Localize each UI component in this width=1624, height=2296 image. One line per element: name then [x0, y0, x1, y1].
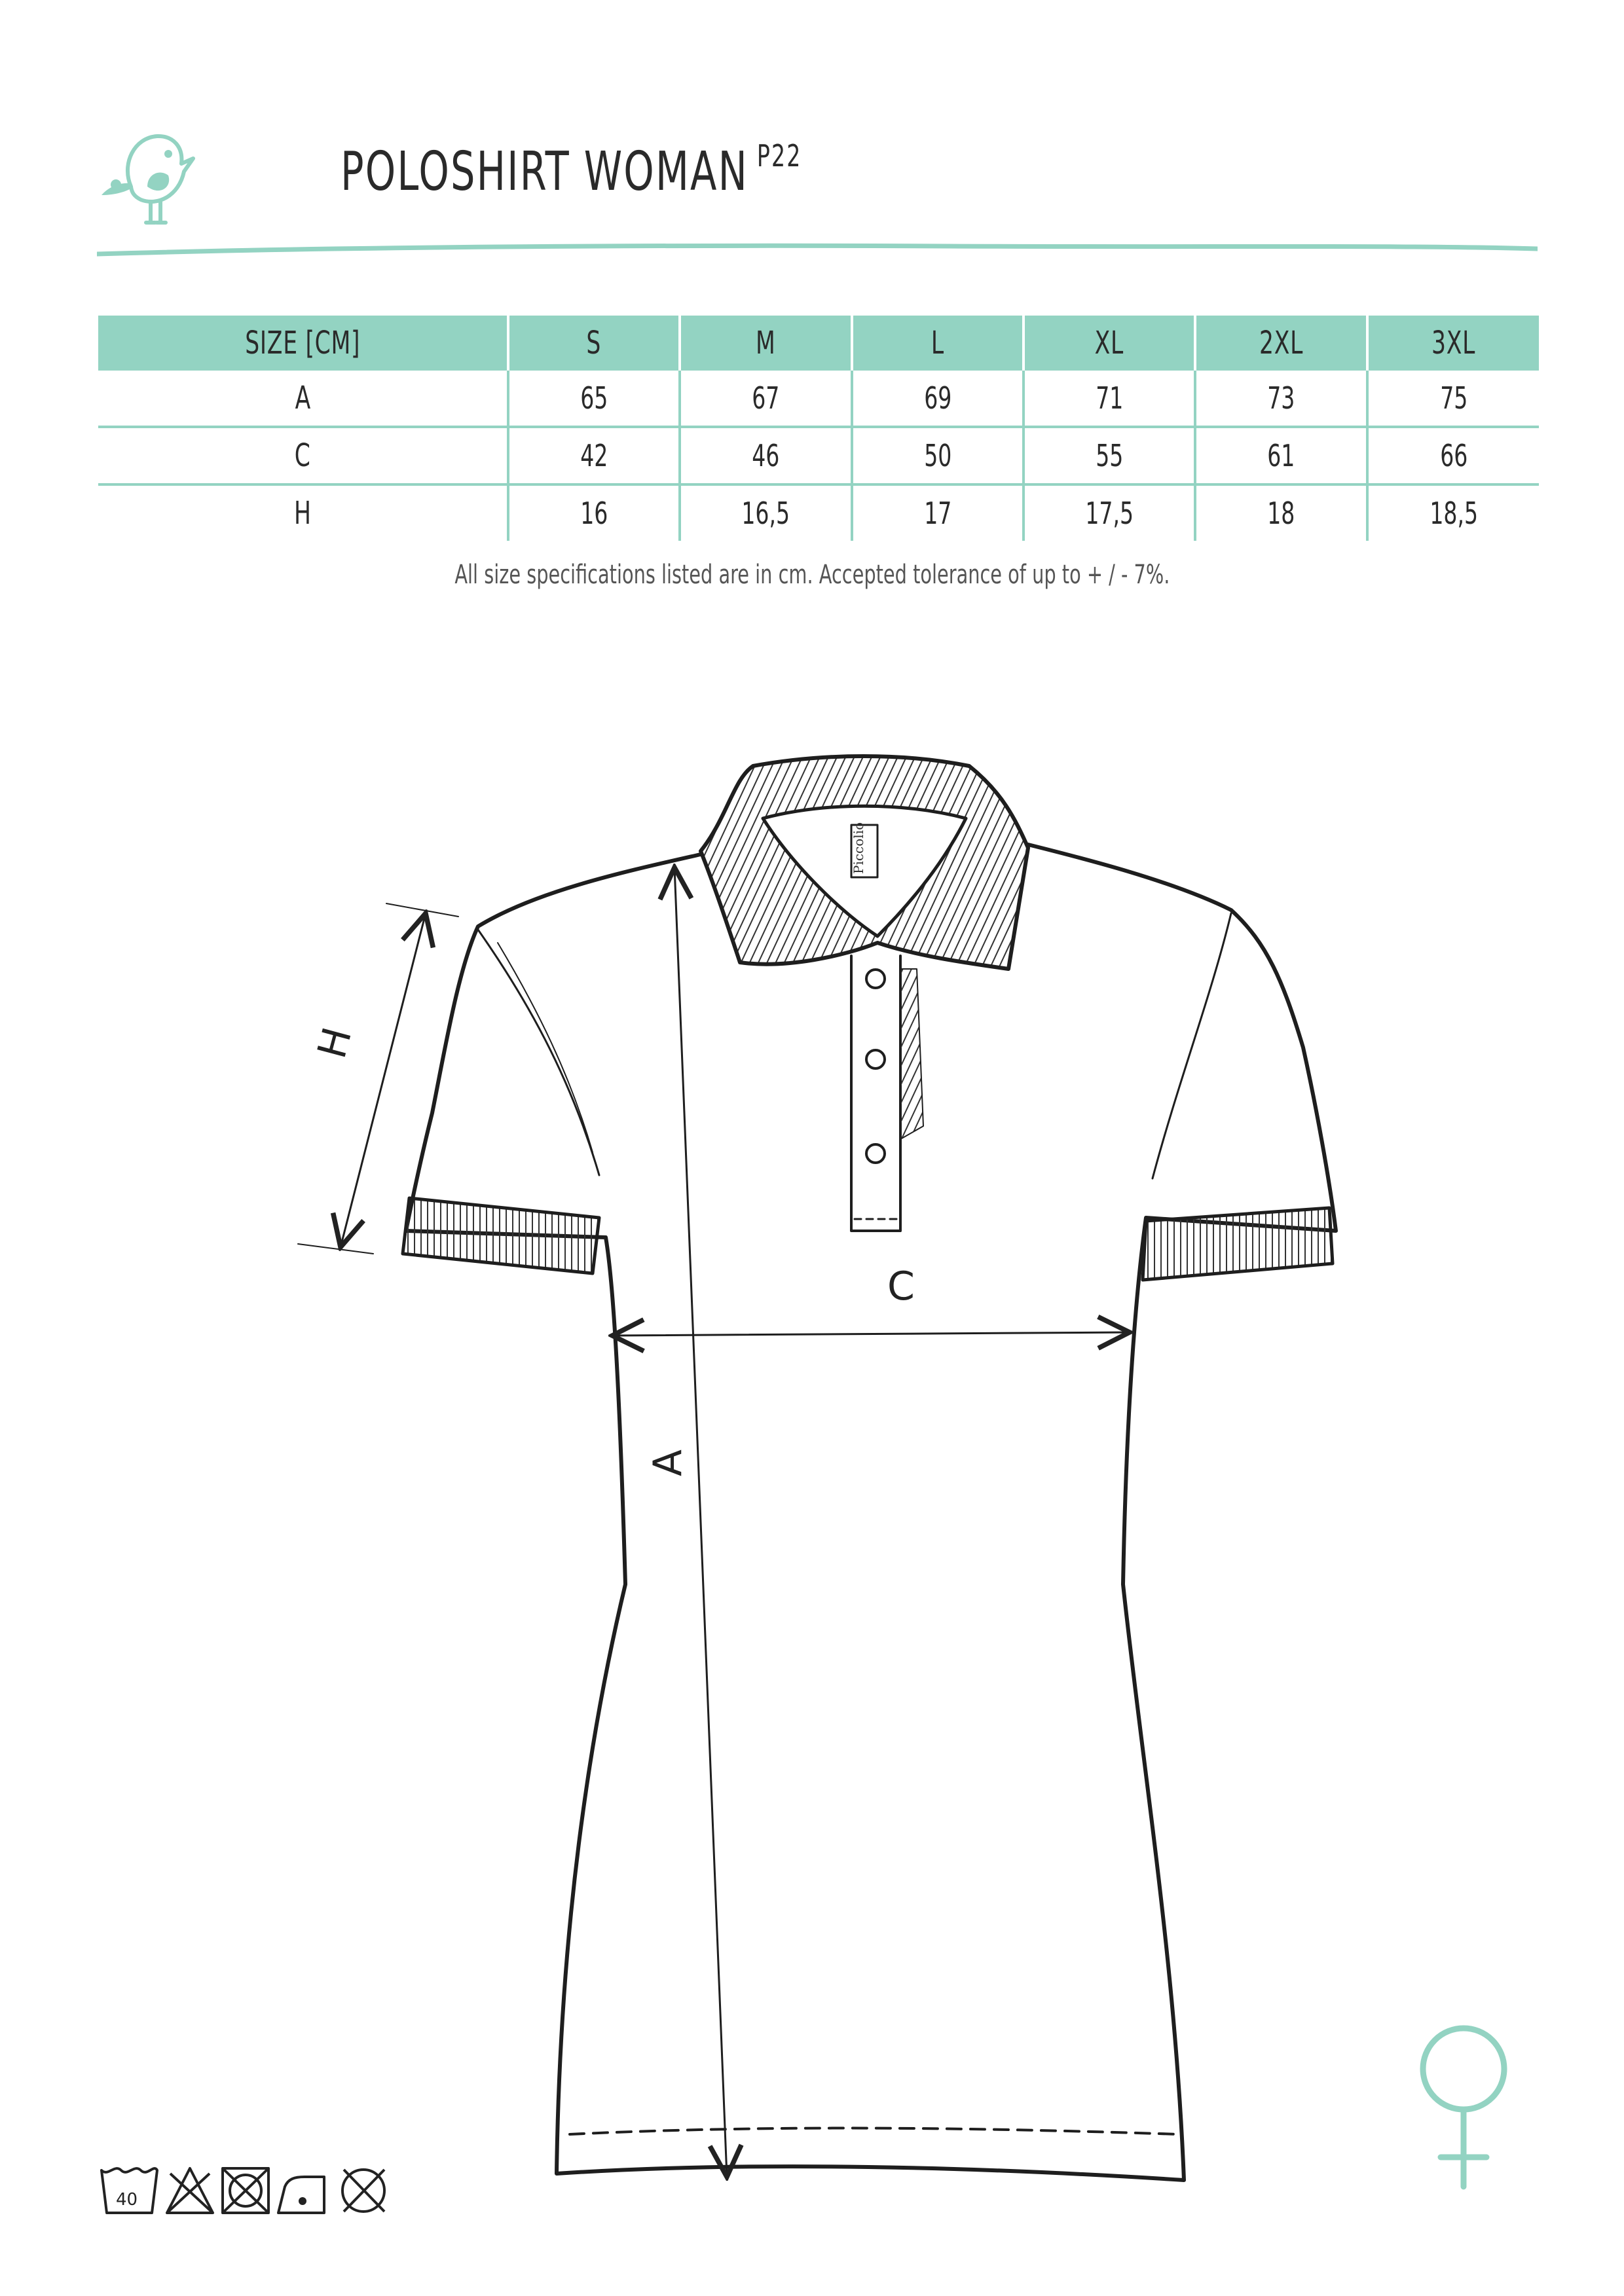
- table-cell: 65: [508, 371, 680, 427]
- table-cell: 50: [852, 427, 1024, 484]
- table-cell: 67: [680, 371, 851, 427]
- size-header: S: [508, 316, 680, 371]
- table-corner-label: SIZE [CM]: [98, 316, 508, 371]
- button: [866, 1144, 885, 1163]
- placket: [851, 956, 900, 1231]
- table-cell: 16: [508, 484, 680, 541]
- size-header: 2XL: [1195, 316, 1367, 371]
- table-cell: 66: [1367, 427, 1539, 484]
- table-header-row: [98, 316, 1539, 371]
- bird-logo-icon: [95, 124, 206, 229]
- table-row: [98, 484, 1539, 541]
- table-cell: 46: [680, 427, 851, 484]
- row-label: C: [98, 427, 508, 484]
- model-code: P22: [756, 138, 802, 173]
- table-cell: 18: [1195, 484, 1367, 541]
- table-cell: 17: [852, 484, 1024, 541]
- no-dry-clean-icon: [342, 2170, 384, 2212]
- table-cell: 16,5: [680, 484, 851, 541]
- svg-text:40: 40: [116, 2190, 138, 2210]
- size-header: XL: [1024, 316, 1195, 371]
- label-c: C: [887, 1264, 915, 1309]
- table-cell: 61: [1195, 427, 1367, 484]
- size-table: [98, 316, 1539, 541]
- shirt-body-outline: [406, 845, 1336, 2180]
- page-title: [341, 138, 802, 203]
- size-header: L: [852, 316, 1024, 371]
- table-cell: 18,5: [1367, 484, 1539, 541]
- size-header: 3XL: [1367, 316, 1539, 371]
- wash-40-icon: [101, 2168, 157, 2213]
- table-cell: 71: [1024, 371, 1195, 427]
- table-cell: 75: [1367, 371, 1539, 427]
- female-symbol-icon: [1414, 2023, 1513, 2193]
- row-label: A: [98, 371, 508, 427]
- button: [866, 970, 885, 988]
- table-row: [98, 371, 1539, 427]
- row-label: H: [294, 495, 311, 532]
- table-cell: 69: [852, 371, 1024, 427]
- size-header: M: [680, 316, 851, 371]
- tolerance-note: All size specifications listed are in cm. Accepted tolerance of up to + / - 7%.: [454, 560, 1170, 590]
- no-tumble-dry-icon: [223, 2168, 268, 2213]
- poloshirt-diagram: [282, 720, 1362, 2187]
- care-symbols: [98, 2160, 399, 2219]
- table-cell: 42: [508, 427, 680, 484]
- table-row: [98, 427, 1539, 484]
- iron-low-icon: [278, 2177, 324, 2213]
- table-cell: 73: [1195, 371, 1367, 427]
- label-a: A: [645, 1449, 691, 1476]
- c-measure-line: [612, 1332, 1130, 1336]
- right-cuff: [1143, 1208, 1333, 1280]
- neck-tag-text: Piccolio: [851, 822, 866, 874]
- table-cell: 55: [1024, 427, 1195, 484]
- no-bleach-icon: [167, 2168, 213, 2213]
- button: [866, 1050, 885, 1068]
- label-h: H: [308, 1023, 361, 1063]
- title-text: POLOSHIRT WOMAN: [341, 141, 748, 203]
- left-cuff: [403, 1198, 599, 1273]
- header-divider: [97, 237, 1538, 263]
- table-cell: 17,5: [1024, 484, 1195, 541]
- a-measure-line: [674, 867, 727, 2177]
